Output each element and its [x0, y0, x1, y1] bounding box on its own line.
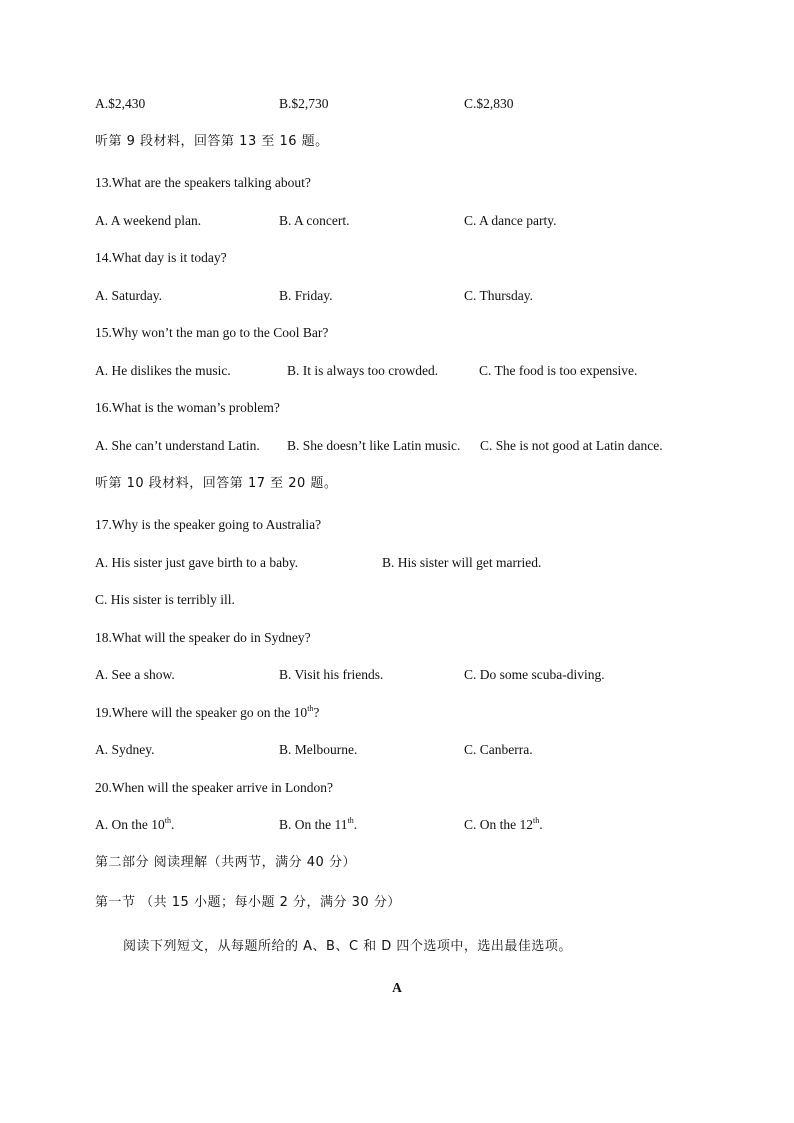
q19-option-c: C. Canberra.: [464, 742, 533, 757]
section-10-instruction: 听第 10 段材料，回答第 17 至 20 题。: [95, 476, 338, 491]
q12-option-b: B.$2,730: [279, 96, 329, 111]
q14-option-a: A. Saturday.: [95, 288, 162, 303]
q18-option-a: A. See a show.: [95, 667, 175, 682]
section-1-title: 第一节 （共 15 小题；每小题 2 分，满分 30 分）: [95, 895, 401, 910]
q16-option-b: B. She doesn’t like Latin music.: [287, 438, 461, 453]
q12-option-a: A.$2,430: [95, 96, 146, 111]
q14-stem: 14.What day is it today?: [95, 250, 227, 265]
q17-option-a: A. His sister just gave birth to a baby.: [95, 555, 299, 570]
q12-option-c: C.$2,830: [464, 96, 514, 111]
reading-instructions: 阅读下列短文，从每题所给的 A、B、C 和 D 四个选项中，选出最佳选项。: [123, 939, 572, 954]
q13-option-b: B. A concert.: [279, 213, 350, 228]
q18-stem: 18.What will the speaker do in Sydney?: [95, 630, 311, 645]
q20-stem: 20.When will the speaker arrive in London?: [95, 780, 334, 795]
q20-option-c: C. On the 12th.: [464, 816, 543, 832]
q15-stem: 15.Why won’t the man go to the Cool Bar?: [95, 325, 329, 340]
q20-option-b: B. On the 11th.: [279, 816, 358, 832]
q13-option-c: C. A dance party.: [464, 213, 557, 228]
q17-option-c: C. His sister is terribly ill.: [95, 592, 235, 607]
q15-option-b: B. It is always too crowded.: [287, 363, 439, 378]
q15-option-c: C. The food is too expensive.: [479, 363, 638, 378]
q13-stem: 13.What are the speakers talking about?: [95, 175, 311, 190]
q16-option-c: C. She is not good at Latin dance.: [480, 438, 663, 453]
q16-stem: 16.What is the woman’s problem?: [95, 400, 280, 415]
q13-option-a: A. A weekend plan.: [95, 213, 202, 228]
q18-option-b: B. Visit his friends.: [279, 667, 384, 682]
q17-option-b: B. His sister will get married.: [382, 555, 542, 570]
section-9-instruction: 听第 9 段材料，回答第 13 至 16 题。: [95, 134, 329, 149]
q19-option-a: A. Sydney.: [95, 742, 155, 757]
q18-option-c: C. Do some scuba-diving.: [464, 667, 605, 682]
q19-option-b: B. Melbourne.: [279, 742, 358, 757]
passage-label: A: [392, 980, 402, 995]
q17-stem: 17.Why is the speaker going to Australia?: [95, 517, 322, 532]
q19-stem: 19.Where will the speaker go on the 10th?: [95, 704, 320, 720]
q14-option-b: B. Friday.: [279, 288, 333, 303]
q15-option-a: A. He dislikes the music.: [95, 363, 231, 378]
q14-option-c: C. Thursday.: [464, 288, 533, 303]
part-2-title: 第二部分 阅读理解（共两节，满分 40 分）: [95, 855, 356, 870]
q20-option-a: A. On the 10th.: [95, 816, 175, 832]
q16-option-a: A. She can’t understand Latin.: [95, 438, 260, 453]
